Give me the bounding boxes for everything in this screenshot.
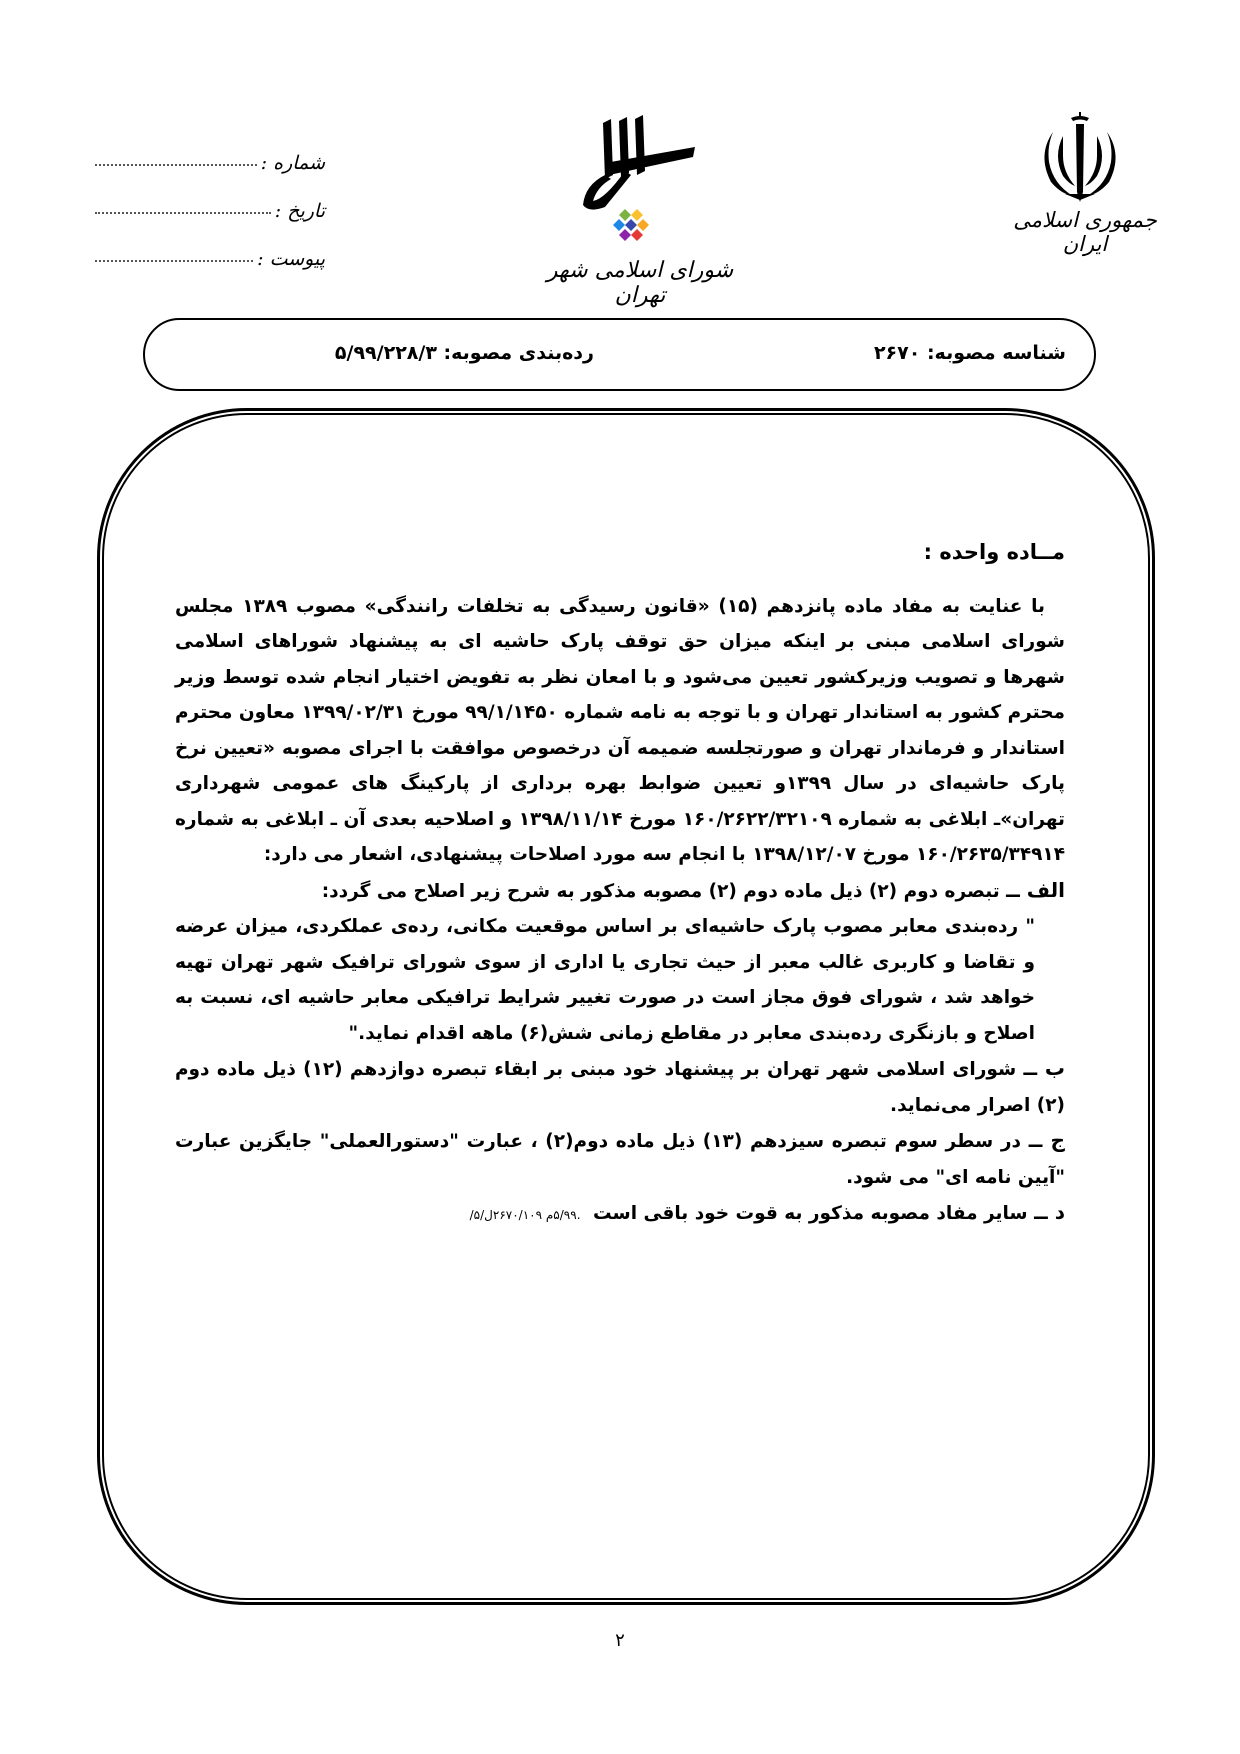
logo-tile: [625, 219, 637, 231]
clause-alef: [175, 873, 1065, 910]
resolution-body: [175, 535, 1065, 1234]
number-field: [95, 126, 325, 174]
logo-tile: [613, 219, 625, 231]
clause-jim: [175, 1123, 1065, 1195]
approval-id: شناسه مصوبه: ۲۶۷۰: [873, 342, 1066, 364]
logo-tile: [619, 209, 631, 221]
date-label: تاریخ :: [274, 200, 325, 222]
logo-tile: [619, 229, 631, 241]
date-dotted-line: [95, 212, 271, 214]
logo-tile: [631, 209, 643, 221]
attachment-dotted-line: [95, 260, 253, 262]
resolution-id-box: [143, 318, 1096, 391]
resolution-classification: رده‌بندی مصوبه: ۵/۹۹/۲۲۸/۳: [334, 342, 594, 364]
number-label: شماره :: [260, 152, 325, 174]
clause-alef-quote: " رده‌بندی معابر مصوب پارک حاشیه‌ای بر اساس موقعیت مکانی، رده‌ی عملکردی، میزان عرضه و تقاضا و کاربری غالب معبر از حیث تجاری یا اداری از سوی شورای ترافیک شهر تهران تهیه خواهد شد ، شورای فوق مجاز است در صورت تغییر شرایط ترافیکی معابر حاشیه ای، نسبت به اصلاح و بازنگری رده‌بندی معابر در مقاطع زمانی شش(۶) ماهه اقدام نماید.": [175, 916, 1035, 1044]
single-article-heading: مــاده واحده :: [923, 540, 1065, 564]
intro-paragraph: با عنایت به مفاد ماده پانزدهم (۱۵) «قانون رسیدگی به تخلفات رانندگی» مصوب ۱۳۸۹ مجلس شورای اسلامی مبنی بر اینکه میزان حق توقف پارک حاشیه ای به پیشنهاد شوراهای اسلامی شهرها و تصویب وزیرکشور تعیین می‌شود و با امعان نظر به تفویض اختیار انجام شده توسط وزیر محترم کشور به استاندار تهران و با توجه به نامه شماره ۹۹/۱/۱۴۵۰ مورخ ۱۳۹۹/۰۲/۳۱ معاون محترم استاندار و فرماندار تهران و صورتجلسه ضمیمه آن درخصوص موافقت با اجرای مصوبه «تعیین نرخ پارک حاشیه‌ای در سال ۱۳۹۹و تعیین ضوابط بهره برداری از پارکینگ های عمومی شهرداری تهران»ـ ابلاغی به شماره ۱۶۰/۲۶۲۲/۳۲۱۰۹ مورخ ۱۳۹۸/۱۱/۱۴ و اصلاحیه بعدی آن ـ ابلاغی به شماره ۱۶۰/۲۶۳۵/۳۴۹۱۴ مورخ ۱۳۹۸/۱۲/۰۷ با انجام سه مورد اصلاحات پیشنهادی، اشعار می دارد:: [175, 595, 1066, 865]
clause-marker: الف ــ: [1006, 877, 1065, 902]
clause-marker: د ــ: [1034, 1200, 1065, 1224]
attachment-field: [95, 222, 325, 270]
clause-text: تبصره دوم (۲) ذیل ماده دوم (۲) مصوبه مذکور به شرح زیر اصلاح می گردد:: [321, 880, 1000, 902]
clause-marker: ب ــ: [1023, 1056, 1065, 1080]
tehran-council-logo-icon: [575, 115, 705, 265]
emblem-caption: جمهوری اسلامی ایران: [1013, 208, 1157, 256]
iran-emblem-icon: [1035, 110, 1125, 205]
number-dotted-line: [95, 164, 257, 166]
clause-text: شورای اسلامی شهر تهران بر پیشنهاد خود مبنی بر ابقاء تبصره دوازدهم (۱۲) ذیل ماده دوم (۲) اصرار می‌نماید.: [175, 1059, 1065, 1116]
attachment-label: پیوست :: [257, 248, 325, 270]
reference-code: .۵/۹۹م ۲۶۷۰/۱۰۹ل/۵/: [469, 1208, 581, 1222]
page-number: ۲: [615, 1630, 625, 1651]
logo-color-tiles: [613, 209, 649, 241]
clause-text: سایر مفاد مصوبه مذکور به قوت خود باقی است: [592, 1203, 1028, 1224]
logo-tile: [637, 219, 649, 231]
logo-tile: [631, 229, 643, 241]
clause-dal: [175, 1195, 1065, 1234]
clause-text: در سطر سوم تبصره سیزدهم (۱۳) ذیل ماده دوم(۲) ، عبارت "دستورالعملی" جایگزین عبارت "آیین نامه ای" می شود.: [175, 1131, 1065, 1188]
date-field: [95, 174, 325, 222]
clause-marker: ج ــ: [1028, 1128, 1065, 1152]
letter-meta-fields: [95, 126, 325, 270]
clause-be: [175, 1051, 1065, 1123]
council-name: شورای اسلامی شهر تهران: [546, 258, 734, 308]
